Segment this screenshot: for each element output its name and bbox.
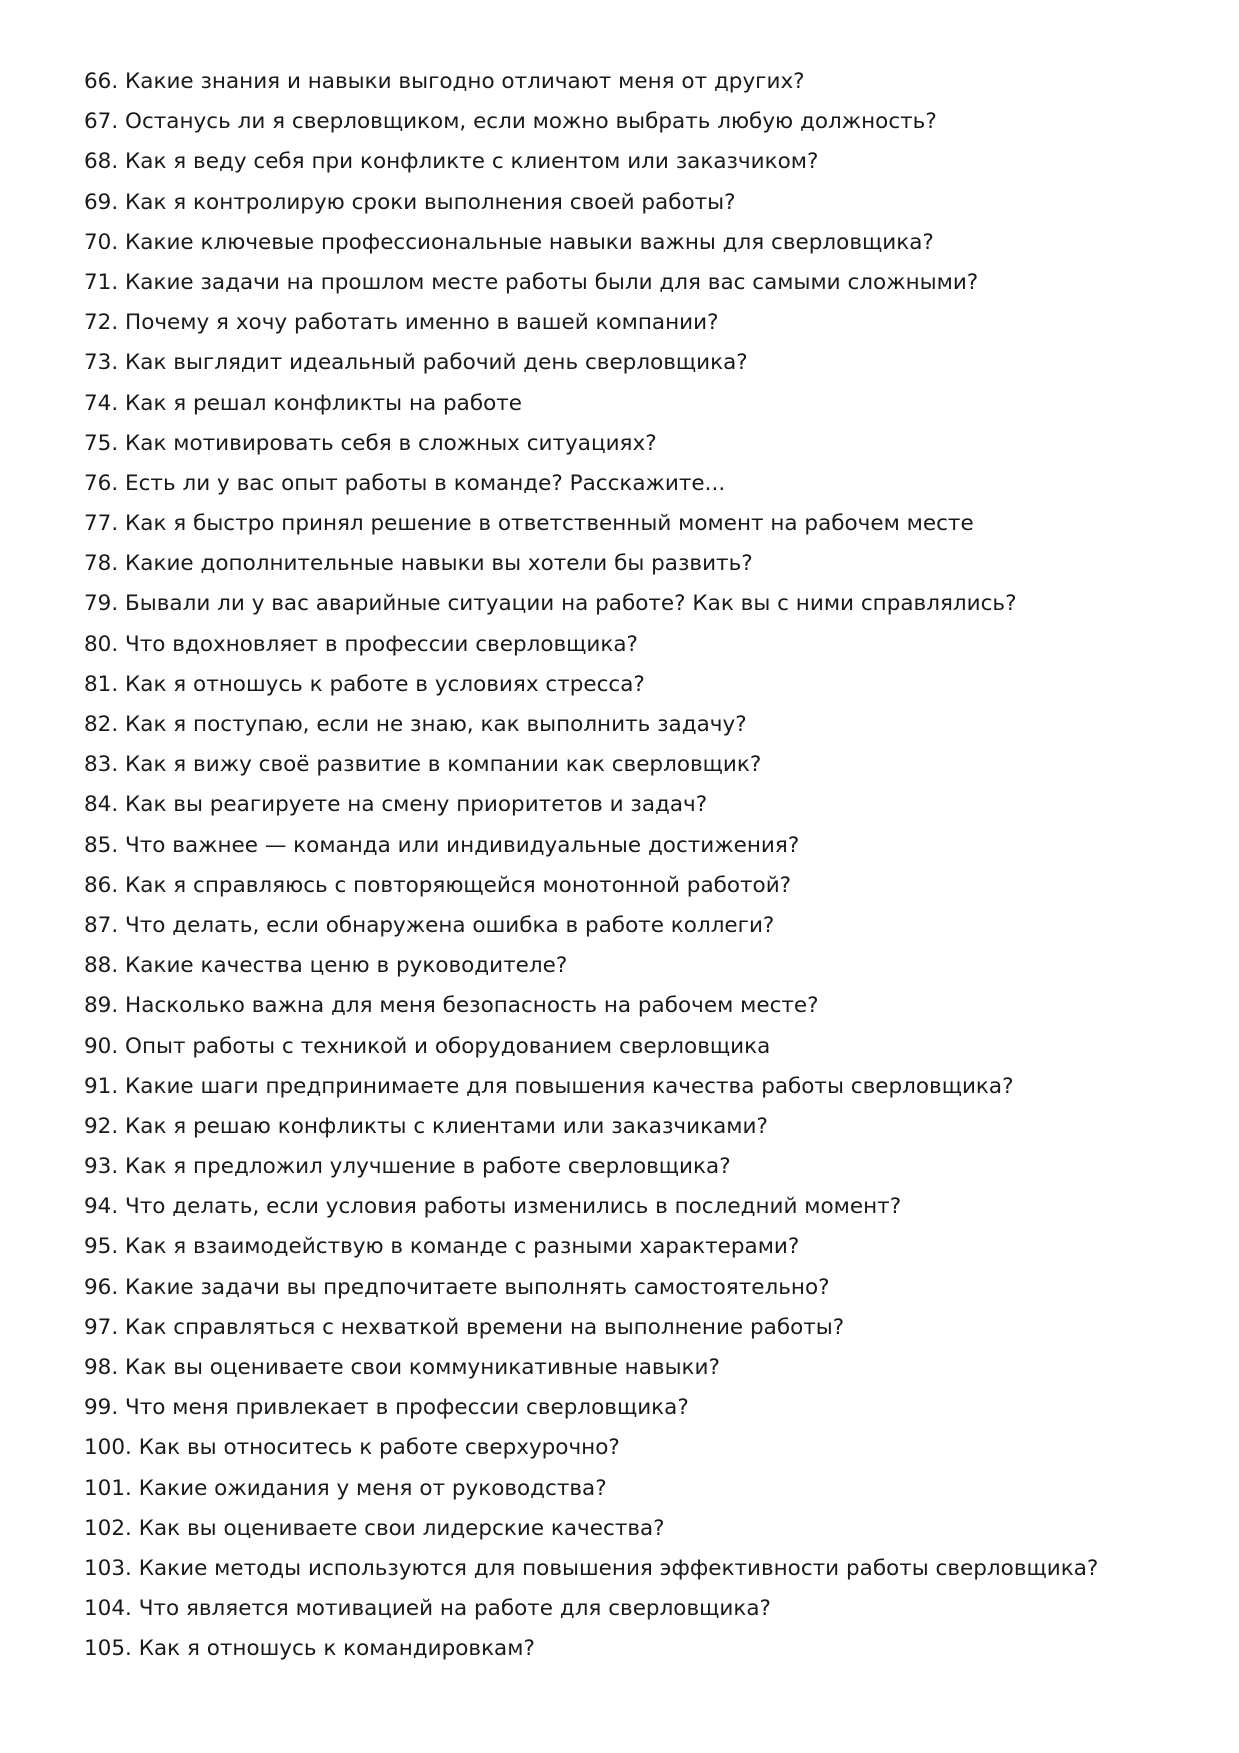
- question-item: 94. Что делать, если условия работы изменились в последний момент?: [84, 1194, 902, 1220]
- question-item: 66. Какие знания и навыки выгодно отличают меня от других?: [84, 69, 805, 94]
- question-item: 103. Какие методы используются для повышения эффективности работы сверловщика?: [84, 1555, 1099, 1581]
- question-item: 68. Как я веду себя при конфликте с клиентом или заказчиком?: [84, 149, 819, 175]
- question-item: 99. Что меня привлекает в профессии сверловщика?: [84, 1395, 689, 1421]
- question-item: 87. Что делать, если обнаружена ошибка в работе коллеги?: [84, 912, 775, 938]
- question-item: 76. Есть ли у вас опыт работы в команде? Расскажите...: [84, 470, 726, 496]
- question-item: 92. Как я решаю конфликты с клиентами или заказчиками?: [84, 1113, 768, 1139]
- question-item: 102. Как вы оцениваете свои лидерские качества?: [84, 1515, 665, 1541]
- question-item: 83. Как я вижу своё развитие в компании как сверловщик?: [84, 752, 762, 778]
- question-item: 82. Как я поступаю, если не знаю, как выполнить задачу?: [84, 712, 747, 737]
- question-item: 98. Как вы оцениваете свои коммуникативные навыки?: [84, 1355, 720, 1380]
- question-item: 69. Как я контролирую сроки выполнения своей работы?: [84, 189, 736, 215]
- question-item: 86. Как я справляюсь с повторяющейся монотонной работой?: [84, 872, 792, 898]
- question-item: 81. Как я отношусь к работе в условиях стресса?: [84, 671, 645, 697]
- question-item: 104. Что является мотивацией на работе для сверловщика?: [84, 1596, 771, 1622]
- question-item: 90. Опыт работы с техникой и оборудованием сверловщика: [84, 1033, 771, 1059]
- question-item: 89. Насколько важна для меня безопасность на рабочем месте?: [84, 993, 819, 1019]
- question-item: 79. Бывали ли у вас аварийные ситуации на работе? Как вы с ними справлялись?: [84, 591, 1017, 617]
- question-item: 88. Какие качества ценю в руководителе?: [84, 953, 568, 979]
- question-item: 77. Как я быстро принял решение в ответственный момент на рабочем месте: [84, 511, 974, 537]
- question-item: 85. Что важнее — команда или индивидуальные достижения?: [84, 832, 800, 858]
- question-item: 93. Как я предложил улучшение в работе сверловщика?: [84, 1154, 731, 1180]
- question-item: 97. Как справляться с нехваткой времени на выполнение работы?: [84, 1314, 845, 1340]
- question-item: 73. Как выглядит идеальный рабочий день сверловщика?: [84, 350, 748, 376]
- question-item: 95. Как я взаимодействую в команде с разными характерами?: [84, 1234, 800, 1260]
- question-item: 74. Как я решал конфликты на работе: [84, 390, 523, 416]
- question-item: 80. Что вдохновляет в профессии сверловщика?: [84, 631, 638, 657]
- question-item: 84. Как вы реагируете на смену приоритетов и задач?: [84, 792, 708, 818]
- question-item: 78. Какие дополнительные навыки вы хотели бы развить?: [84, 551, 753, 577]
- question-item: 101. Какие ожидания у меня от руководства?: [84, 1475, 607, 1501]
- question-item: 91. Какие шаги предпринимаете для повышения качества работы сверловщика?: [84, 1073, 1014, 1099]
- question-item: 100. Как вы относитесь к работе сверхурочно?: [84, 1435, 620, 1461]
- question-item: 72. Почему я хочу работать именно в вашей компании?: [84, 310, 719, 336]
- question-list: [84, 62, 1204, 1670]
- question-item: 96. Какие задачи вы предпочитаете выполнять самостоятельно?: [84, 1274, 830, 1300]
- question-item: 70. Какие ключевые профессиональные навыки важны для сверловщика?: [84, 229, 934, 255]
- question-item: 71. Какие задачи на прошлом месте работы были для вас самыми сложными?: [84, 269, 979, 295]
- question-item: 75. Как мотивировать себя в сложных ситуациях?: [84, 430, 657, 456]
- question-item: 105. Как я отношусь к командировкам?: [84, 1636, 535, 1662]
- question-item: 67. Останусь ли я сверловщиком, если можно выбрать любую должность?: [84, 109, 937, 135]
